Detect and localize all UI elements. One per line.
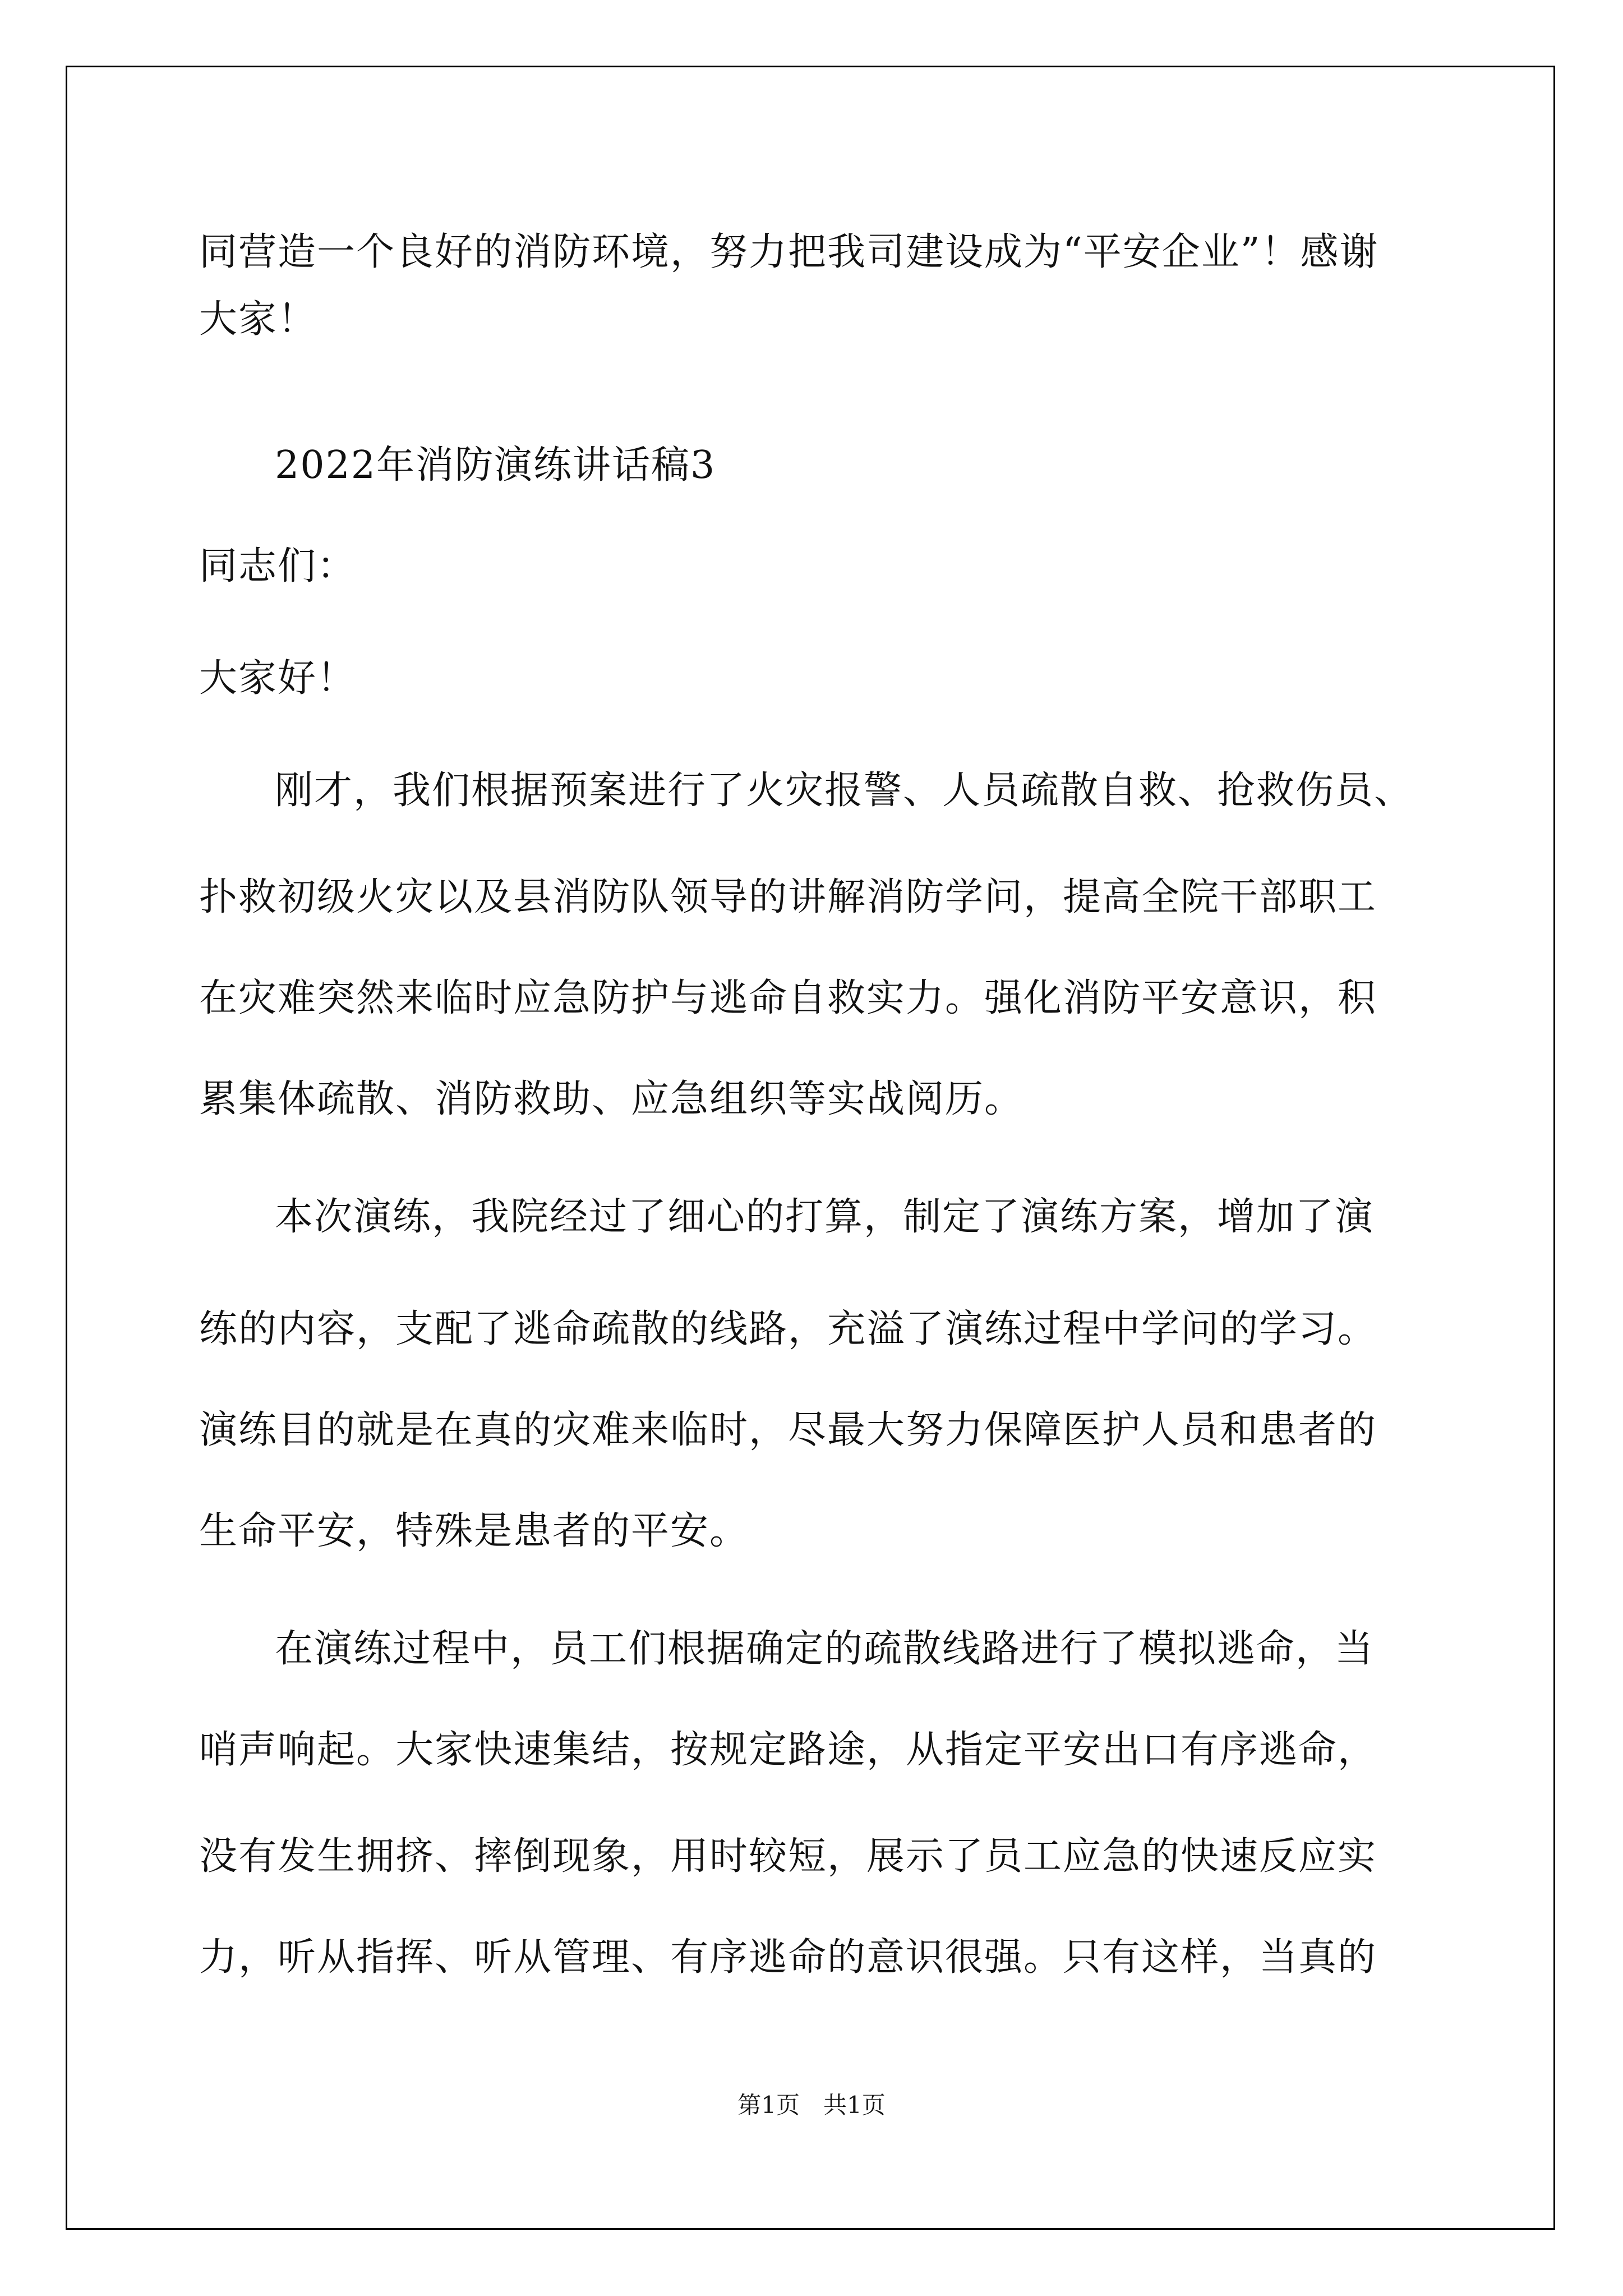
section-heading: 2022年消防演练讲话稿3 [275,443,716,487]
text-line: 本次演练，我院经过了细心的打算，制定了演练方案，增加了演 [275,1195,1375,1239]
text-line: 同营造一个良好的消防环境，努力把我司建设成为“平安企业”！感谢 [199,230,1379,274]
text-line: 没有发生拥挤、摔倒现象，用时较短，展示了员工应急的快速反应实 [199,1834,1377,1879]
page-border [66,66,1555,2230]
greeting: 大家好！ [199,656,357,701]
text-line: 在演练过程中，员工们根据确定的疏散线路进行了模拟逃命，当 [275,1627,1375,1671]
text-line: 在灾难突然来临时应急防护与逃命自救实力。强化消防平安意识，积 [199,976,1377,1020]
text-line: 扑救初级火灾以及县消防队领导的讲解消防学问，提高全院干部职工 [199,875,1377,919]
page-number-footer: 第1页 共1页 [737,2091,886,2119]
text-line: 累集体疏散、消防救助、应急组织等实战阅历。 [199,1077,1024,1121]
text-line: 演练目的就是在真的灾难来临时，尽最大努力保障医护人员和患者的 [199,1408,1377,1452]
text-line: 大家！ [199,297,317,342]
text-line: 哨声响起。大家快速集结，按规定路途，从指定平安出口有序逃命， [199,1728,1377,1772]
text-line: 刚才，我们根据预案进行了火灾报警、人员疏散自救、抢救伤员、 [275,769,1414,813]
salutation: 同志们： [199,544,357,588]
text-line: 力，听从指挥、听从管理、有序逃命的意识很强。只有这样，当真的 [199,1935,1377,1980]
text-line: 练的内容，支配了逃命疏散的线路，充溢了演练过程中学问的学习。 [199,1307,1377,1351]
text-line: 生命平安，特殊是患者的平安。 [199,1509,749,1553]
